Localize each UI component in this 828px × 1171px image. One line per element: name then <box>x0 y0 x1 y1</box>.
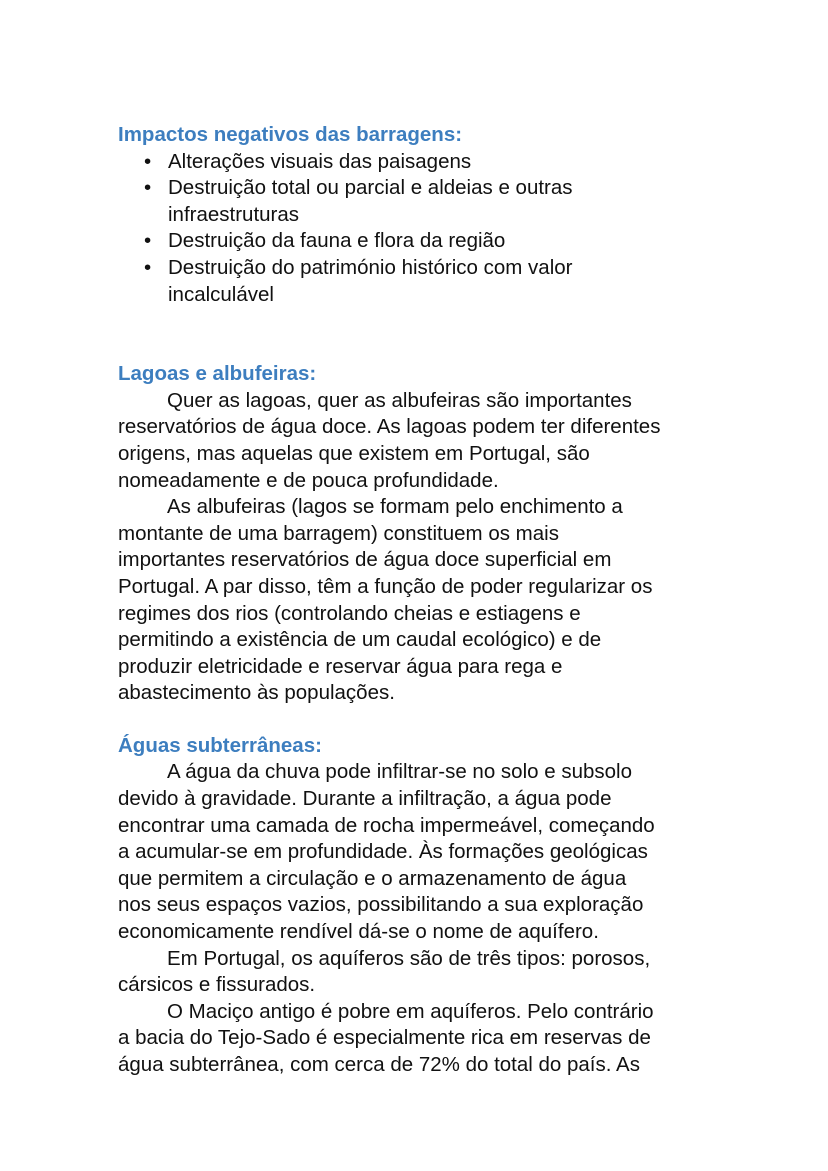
heading-impactos: Impactos negativos das barragens: <box>118 123 463 146</box>
heading-aguas-subterraneas: Águas subterrâneas: <box>118 733 322 757</box>
paragraph-aguas-2: Em Portugal, os aquíferos são de três tipos: porosos, cársicos e fissurados. <box>118 946 651 997</box>
bullet-icon: • <box>144 149 152 173</box>
list-item <box>144 228 718 255</box>
heading-lagoas: Lagoas e albufeiras: <box>118 362 317 386</box>
document-page <box>118 122 718 1079</box>
bullet-icon: • <box>144 229 152 253</box>
list-item-text: Destruição da fauna e flora da região <box>168 229 506 253</box>
paragraph-aguas-1: A água da chuva pode infiltrar-se no solo e subsolo devido à gravidade. Durante a infiltração, a água pode encontrar uma camada de rocha impermeável, começando a acumular-se em profundidade. Às formações geológicas que permitem a circulação e o armazenamento de água nos seus espaços vazios, possibilitando a sua exploração economicamente rendível dá-se o nome de aquífero. <box>118 760 655 944</box>
list-item <box>144 175 718 228</box>
paragraph-aguas-3: O Maciço antigo é pobre em aquíferos. Pelo contrário a bacia do Tejo-Sado é especialmente rica em reservas de água subterrânea, com cerca de 72% do total do país. As <box>118 999 654 1076</box>
paragraph-lagoas-2: As albufeiras (lagos se formam pelo enchimento a montante de uma barragem) constituem os mais importantes reservatórios de água doce superficial em Portugal. A par disso, têm a função de poder regularizar os regimes dos rios (controlando cheias e estiagens e permitindo a existência de um caudal ecológico) e de produzir eletricidade e reservar água para rega e abastecimento às populações. <box>118 495 653 705</box>
section-spacer <box>118 308 718 361</box>
list-item-text: Destruição do património histórico com valor incalculável <box>168 255 573 306</box>
bullet-icon: • <box>144 176 152 200</box>
section-spacer <box>118 707 718 733</box>
bullet-icon: • <box>144 255 152 279</box>
list-item-text: Destruição total ou parcial e aldeias e outras infraestruturas <box>168 176 573 226</box>
list-item <box>144 149 718 176</box>
list-item <box>144 255 718 308</box>
list-item-text: Alterações visuais das paisagens <box>168 149 472 173</box>
impactos-list <box>118 149 718 309</box>
paragraph-lagoas-1: Quer as lagoas, quer as albufeiras são importantes reservatórios de água doce. As lagoas podem ter diferentes origens, mas aquelas que existem em Portugal, são nomeadamente e de pouca profundidade. <box>118 388 661 492</box>
